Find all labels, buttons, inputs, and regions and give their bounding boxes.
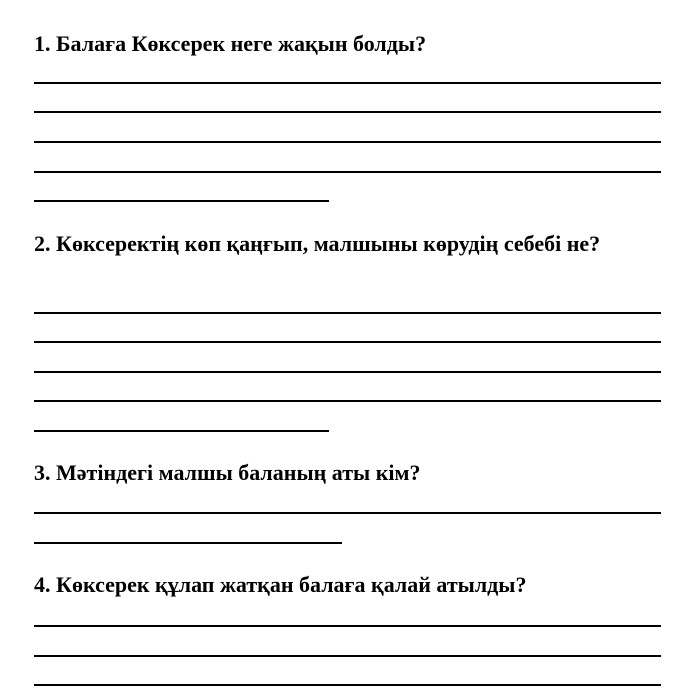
question-4: 4. Көксерек құлап жатқан балаға қалай атылды? (34, 572, 527, 597)
answer-line (34, 141, 661, 143)
answer-line-short (34, 430, 329, 432)
answer-line-short (34, 200, 329, 202)
question-2: 2. Көксеректің көп қаңғып, малшыны көрудің себебі не? (34, 231, 601, 256)
answer-line (34, 312, 661, 314)
answer-line (34, 400, 661, 402)
answer-line (34, 171, 661, 173)
answer-line (34, 684, 661, 686)
question-3: 3. Мәтіндегі малшы баланың аты кім? (34, 460, 421, 485)
answer-line (34, 111, 661, 113)
answer-line (34, 512, 661, 514)
answer-line (34, 625, 661, 627)
question-1: 1. Балаға Көксерек неге жақын болды? (34, 31, 427, 56)
answer-line (34, 655, 661, 657)
answer-line (34, 371, 661, 373)
answer-line (34, 341, 661, 343)
answer-line-short (34, 542, 342, 544)
answer-line (34, 82, 661, 84)
